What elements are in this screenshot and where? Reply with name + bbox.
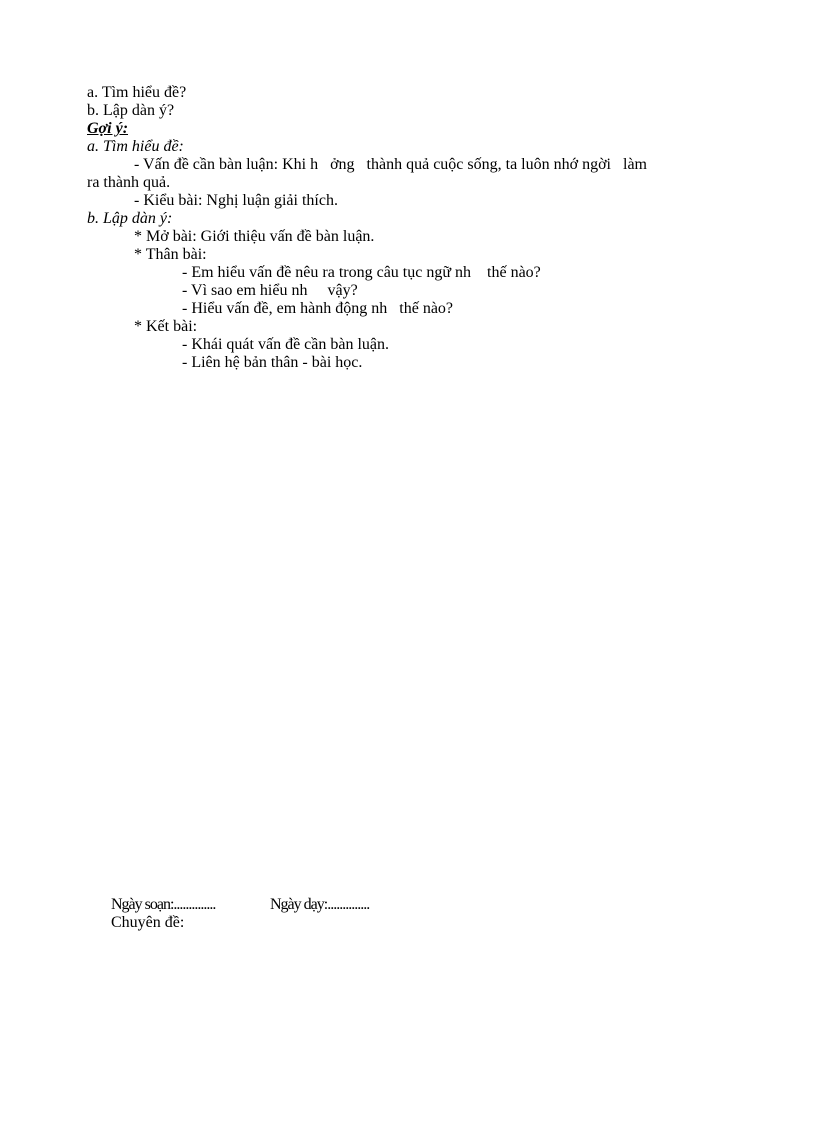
body-title: * Thân bài: <box>134 246 207 263</box>
section-b-title: b. Lập dàn ý: <box>87 210 173 227</box>
conclusion-item-1: - Khái quát vấn đề cần bàn luận. <box>182 336 390 353</box>
body-item-2: - Vì sao em hiểu nh vậy? <box>182 282 358 299</box>
essay-type: - Kiểu bài: Nghị luận giải thích. <box>134 192 338 209</box>
body-item-1: - Em hiểu vấn đề nêu ra trong câu tục ngữ nh thế nào? <box>182 264 541 281</box>
hint-heading: Gợi ý: <box>87 120 129 137</box>
prep-date: Ngày soạn:.............. <box>111 896 216 913</box>
question-b: b. Lập dàn ý? <box>87 102 175 119</box>
conclusion-title: * Kết bài: <box>134 318 198 335</box>
body-item-3: - Hiểu vấn đề, em hành động nh thế nào? <box>182 300 454 317</box>
conclusion-item-2: - Liên hệ bản thân - bài học. <box>182 354 363 371</box>
topic-label: Chuyên đề: <box>111 914 185 931</box>
issue-line-1: - Vấn đề cần bàn luận: Khi h ởng thành quả cuộc sống, ta luôn nhớ ngời làm <box>134 156 647 173</box>
issue-line-2: ra thành quả. <box>87 174 171 191</box>
intro-item: * Mở bài: Giới thiệu vấn đề bàn luận. <box>134 228 375 245</box>
teach-date: Ngày dạy:.............. <box>270 896 370 913</box>
section-a-title: a. Tìm hiểu đề: <box>87 138 184 155</box>
question-a: a. Tìm hiểu đề? <box>87 84 187 101</box>
